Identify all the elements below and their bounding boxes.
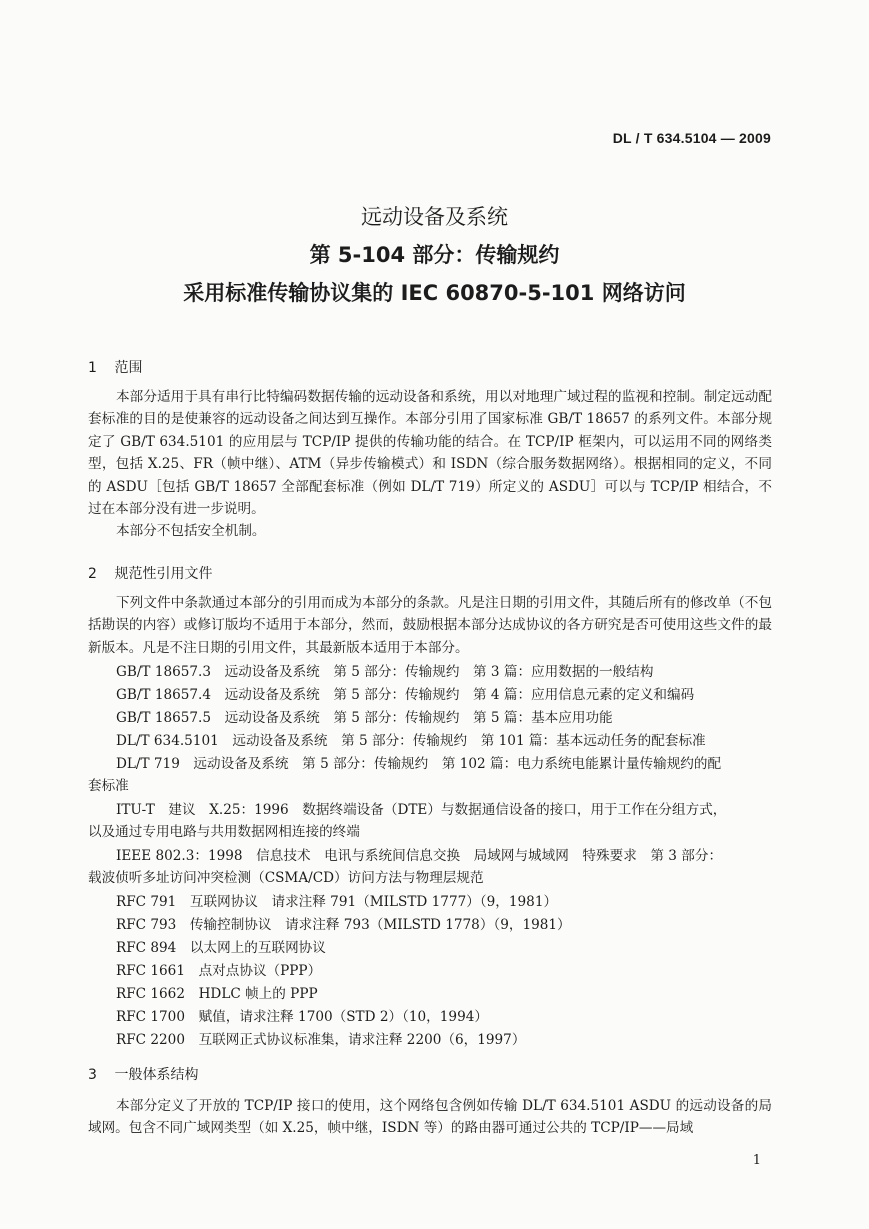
- reference-text-continued: 载波侦听多址访问冲突检测（CSMA/CD）访问方法与物理层规范: [88, 870, 484, 887]
- reference-item: [88, 707, 772, 729]
- section-1-heading: [88, 357, 142, 377]
- reference-text-continued: 以及通过专用电路与共用数据网相连接的终端: [88, 824, 360, 841]
- reference-text: GB/T 18657.5 远动设备及系统 第 5 部分：传输规约 第 5 篇：基本应用功能: [116, 710, 613, 726]
- section-title: 一般体系结构: [114, 1067, 199, 1083]
- section-3-heading: [88, 1064, 198, 1084]
- reference-text-continued: 套标准: [88, 778, 129, 795]
- reference-text: RFC 894 以太网上的互联网协议: [116, 940, 326, 956]
- section-1-paragraph: 本部分适用于具有串行比特编码数据传输的远动设备和系统，用以对地理广域过程的监视和控制。制定远动配套标准的目的是使兼容的远动设备之间达到互操作。本部分引用了国家标准 GB/T 18657 的系列文件。本部分规定了 GB/T 634.5101 的应用层与 TCP/IP 提供的传输功能的结合。在 TCP/IP 框架内，可以运用不同的网络类型，包括 X.25、FR（帧中继）、ATM（异步传输模式）和 ISDN（综合服务数据网络）。根据相同的定义，不同的 ASDU［包括 GB/T 18657 全部配套标准（例如 DL/T 719）所定义的 ASDU］可以与 TCP/IP 相结合，不过在本部分没有进一步说明。: [88, 389, 772, 518]
- section-1-paragraph: 本部分不包括安全机制。: [116, 523, 266, 539]
- reference-text: RFC 2200 互联网正式协议标准集，请求注释 2200（6，1997）: [116, 1032, 526, 1048]
- reference-item: [88, 1029, 772, 1051]
- reference-item: [88, 983, 772, 1005]
- section-2-heading: [88, 563, 212, 583]
- title-line-3: 采用标准传输协议集的 IEC 60870-5-101 网络访问: [183, 281, 686, 305]
- section-title: 规范性引用文件: [114, 566, 213, 582]
- document-title: [0, 198, 869, 312]
- section-number: 1: [88, 360, 97, 376]
- reference-item: [88, 799, 772, 844]
- reference-item: [88, 891, 772, 913]
- reference-text: RFC 1700 赋值，请求注释 1700（STD 2）（10，1994）: [116, 1009, 488, 1025]
- reference-text: RFC 1662 HDLC 帧上的 PPP: [116, 986, 318, 1002]
- reference-item: [88, 845, 772, 890]
- reference-item: [88, 914, 772, 936]
- page-number: 1: [752, 1153, 761, 1168]
- section-number: 3: [88, 1067, 97, 1083]
- reference-text: IEEE 802.3：1998 信息技术 电讯与系统间信息交换 局域网与城域网 特殊要求 第 3 部分：: [116, 848, 723, 864]
- reference-item: [88, 1006, 772, 1028]
- reference-item: [88, 684, 772, 706]
- reference-text: GB/T 18657.3 远动设备及系统 第 5 部分：传输规约 第 3 篇：应用数据的一般结构: [116, 664, 654, 680]
- reference-text: RFC 1661 点对点协议（PPP）: [116, 963, 322, 979]
- section-title: 范围: [114, 360, 143, 376]
- reference-text: RFC 791 互联网协议 请求注释 791（MILSTD 1777）（9，1981）: [116, 894, 558, 910]
- reference-item: [88, 661, 772, 683]
- title-line-2: 第 5-104 部分：传输规约: [309, 243, 560, 267]
- section-2-paragraph: 下列文件中条款通过本部分的引用而成为本部分的条款。凡是注日期的引用文件，其随后所有的修改单（不包括勘误的内容）或修订版均不适用于本部分，然而，鼓励根据本部分达成协议的各方研究是否可使用这些文件的最新版本。凡是不注日期的引用文件，其最新版本适用于本部分。: [88, 595, 772, 656]
- title-line-1: 远动设备及系统: [361, 205, 508, 229]
- reference-text: ITU-T 建议 X.25：1996 数据终端设备（DTE）与数据通信设备的接口，用于工作在分组方式，: [116, 802, 727, 818]
- reference-item: [88, 730, 772, 752]
- reference-item: [88, 753, 772, 798]
- document-code: DL / T 634.5104 — 2009: [612, 130, 771, 146]
- reference-item: [88, 937, 772, 959]
- section-3-paragraph: 本部分定义了开放的 TCP/IP 接口的使用，这个网络包含例如传输 DL/T 634.5101 ASDU 的远动设备的局域网。包含不同广域网类型（如 X.25，帧中继，ISDN 等）的路由器可通过公共的 TCP/IP——局域: [88, 1098, 772, 1137]
- section-number: 2: [88, 566, 97, 582]
- reference-text: DL/T 719 远动设备及系统 第 5 部分：传输规约 第 102 篇：电力系统电能累计量传输规约的配: [116, 756, 722, 772]
- reference-text: RFC 793 传输控制协议 请求注释 793（MILSTD 1778）（9，1981）: [116, 917, 571, 933]
- reference-text: DL/T 634.5101 远动设备及系统 第 5 部分：传输规约 第 101 篇：基本远动任务的配套标准: [116, 733, 706, 749]
- reference-item: [88, 960, 772, 982]
- reference-text: GB/T 18657.4 远动设备及系统 第 5 部分：传输规约 第 4 篇：应用信息元素的定义和编码: [116, 687, 695, 703]
